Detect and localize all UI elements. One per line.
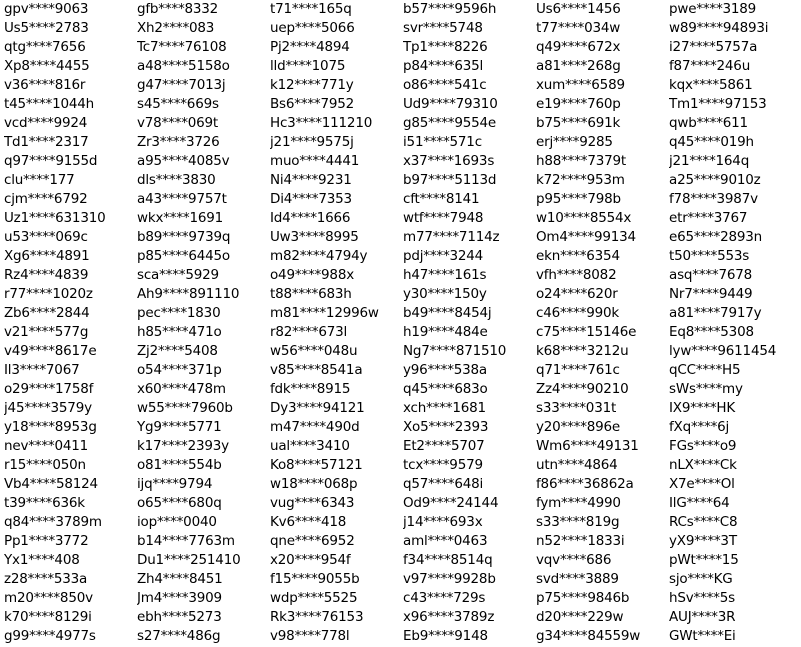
masked-id-entry: b49****8454j <box>403 305 492 321</box>
masked-id-entry: Xg6****4891 <box>4 248 90 264</box>
masked-id-entry: Rz4****4839 <box>4 267 89 283</box>
masked-id-entry: qne****6952 <box>270 533 355 549</box>
masked-id-entry: Zz4****90210 <box>536 381 629 397</box>
masked-id-entry: qtg****7656 <box>4 39 86 55</box>
masked-id-entry: c43****729s <box>403 590 486 606</box>
masked-id-entry: c46****990k <box>536 305 619 321</box>
masked-id-entry: wdp****5525 <box>270 590 358 606</box>
masked-id-entry: Ko8****57121 <box>270 457 363 473</box>
masked-id-entry: Tc7****76108 <box>137 39 227 55</box>
masked-id-entry: g34****84559w <box>536 628 641 644</box>
masked-id-entry: fXq****6j <box>669 419 730 435</box>
masked-id-entry: sjo****KG <box>669 571 733 587</box>
masked-id-entry: w18****068p <box>270 476 358 492</box>
masked-id-entry: clu****177 <box>4 172 75 188</box>
masked-id-entry: vqv****686 <box>536 552 612 568</box>
masked-id-entry: Pp1****3772 <box>4 533 89 549</box>
masked-id-entry: y18****8953g <box>4 419 97 435</box>
masked-id-entry: Pj2****4894 <box>270 39 350 55</box>
masked-id-entry: a81****7917y <box>669 305 762 321</box>
masked-id-entry: p84****635l <box>403 58 484 74</box>
masked-id-entry: erj****9285 <box>536 134 613 150</box>
masked-id-entry: fdk****8915 <box>270 381 351 397</box>
masked-id-entry: o49****988x <box>270 267 354 283</box>
masked-id-entry: Us6****1456 <box>536 1 621 17</box>
masked-id-entry: Kv6****418 <box>270 514 347 530</box>
masked-id-entry: xum****6589 <box>536 77 625 93</box>
masked-id-entry: pWt****15 <box>669 552 739 568</box>
masked-id-entry: m81****12996w <box>270 305 379 321</box>
masked-id-entry: pdj****3244 <box>403 248 484 264</box>
masked-id-entry: g99****4977s <box>4 628 96 644</box>
masked-id-entry: e19****760p <box>536 96 621 112</box>
masked-id-entry: o24****620r <box>536 286 618 302</box>
masked-id-entry: s33****031t <box>536 400 617 416</box>
masked-id-entry: Ud9****79310 <box>403 96 498 112</box>
masked-id-entry: i27****5757a <box>669 39 758 55</box>
masked-id-entry: vug****6343 <box>270 495 355 511</box>
masked-id-entry: Ni4****9231 <box>270 172 352 188</box>
masked-id-entry: sca****5929 <box>137 267 219 283</box>
masked-id-entry: sWs****my <box>669 381 743 397</box>
masked-id-entry: v21****577g <box>4 324 89 340</box>
masked-id-entry: Nr7****9449 <box>669 286 753 302</box>
masked-id-entry: Td1****2317 <box>4 134 89 150</box>
masked-id-entry: q57****648i <box>403 476 484 492</box>
masked-id-entry: Xo5****2393 <box>403 419 489 435</box>
masked-id-entry: ebh****5273 <box>137 609 222 625</box>
masked-id-entry: z28****533a <box>4 571 88 587</box>
masked-id-entry: k68****3212u <box>536 343 629 359</box>
masked-id-entry: kqx****5861 <box>669 77 753 93</box>
masked-id-entry: q45****019h <box>669 134 754 150</box>
masked-id-entry: Vb4****58124 <box>4 476 98 492</box>
masked-id-entry: b97****5113d <box>403 172 497 188</box>
masked-id-entry: Yx1****408 <box>4 552 80 568</box>
masked-id-entry: m47****490d <box>270 419 360 435</box>
masked-id-entry: w10****8554x <box>536 210 632 226</box>
masked-id-entry: m77****7114z <box>403 229 500 245</box>
masked-id-entry: g47****7013j <box>137 77 226 93</box>
masked-id-entry: x60****478m <box>137 381 226 397</box>
masked-id-entry: m82****4794y <box>270 248 368 264</box>
masked-id-entry: Zh4****8451 <box>137 571 223 587</box>
masked-id-entry: lyw****9611454 <box>669 343 777 359</box>
masked-id-entry: svr****5748 <box>403 20 483 36</box>
masked-id-entry: Xh2****083 <box>137 20 215 36</box>
masked-id-entry: r77****1020z <box>4 286 93 302</box>
masked-id-entry: Tp1****8226 <box>403 39 488 55</box>
masked-id-entry: tcx****9579 <box>403 457 483 473</box>
masked-id-entry: n52****1833i <box>536 533 625 549</box>
masked-id-entry: Rk3****76153 <box>270 609 364 625</box>
masked-id-entry: f15****9055b <box>270 571 360 587</box>
masked-id-entry: h88****7379t <box>536 153 626 169</box>
masked-id-entry: etr****3767 <box>669 210 748 226</box>
masked-id-entry: q71****761c <box>536 362 620 378</box>
masked-id-entry: qCC****H5 <box>669 362 741 378</box>
masked-id-entry: y20****896e <box>536 419 621 435</box>
masked-id-entry: w55****7960b <box>137 400 233 416</box>
masked-id-entry: t50****553s <box>669 248 750 264</box>
masked-id-entry: Yg9****5771 <box>137 419 222 435</box>
masked-id-entry: Zj2****5408 <box>137 343 218 359</box>
masked-id-entry: nev****0411 <box>4 438 89 454</box>
masked-id-entry: v85****8541a <box>270 362 363 378</box>
masked-id-entry: f86****36862a <box>536 476 634 492</box>
masked-id-entry: Il3****7067 <box>4 362 80 378</box>
masked-id-entry: q45****683o <box>403 381 488 397</box>
masked-id-entry: xch****1681 <box>403 400 486 416</box>
masked-id-entry: IX9****HK <box>669 400 736 416</box>
masked-id-entry: gpv****9063 <box>4 1 89 17</box>
masked-id-entry: y30****150y <box>403 286 487 302</box>
masked-id-entry: hSv****5s <box>669 590 735 606</box>
masked-id-entry: Tm1****97153 <box>669 96 767 112</box>
masked-id-entry: Hc3****111210 <box>270 115 373 131</box>
masked-id-entry: IlG****64 <box>669 495 730 511</box>
masked-id-entry: ekn****6354 <box>536 248 620 264</box>
masked-id-entry: wkx****1691 <box>137 210 224 226</box>
masked-id-entry: q84****3789m <box>4 514 102 530</box>
masked-id-entry: Uw3****8995 <box>270 229 359 245</box>
masked-id-entry: h47****161s <box>403 267 487 283</box>
masked-id-entry: j45****3579y <box>4 400 92 416</box>
masked-id-entry: a43****9757t <box>137 191 227 207</box>
masked-id-entry: r15****050n <box>4 457 86 473</box>
masked-id-entry: r82****673l <box>270 324 348 340</box>
masked-account-list <box>4 0 801 647</box>
masked-id-entry: b57****9596h <box>403 1 497 17</box>
masked-id-entry: iop****0040 <box>137 514 217 530</box>
masked-id-entry: w89****94893i <box>669 20 769 36</box>
masked-id-entry: Bs6****7952 <box>270 96 355 112</box>
masked-id-entry: Jm4****3909 <box>137 590 222 606</box>
masked-id-entry: ijq****9794 <box>137 476 213 492</box>
masked-id-entry: s45****669s <box>137 96 219 112</box>
masked-id-entry: s33****819g <box>536 514 620 530</box>
masked-id-entry: Dy3****94121 <box>270 400 365 416</box>
masked-id-entry: dls****3830 <box>137 172 216 188</box>
masked-id-entry: Xp8****4455 <box>4 58 90 74</box>
masked-id-entry: s27****486g <box>137 628 221 644</box>
masked-id-entry: nLX****Ck <box>669 457 737 473</box>
masked-id-entry: cft****8141 <box>403 191 480 207</box>
masked-id-entry: p75****9846b <box>536 590 630 606</box>
masked-id-entry: p85****6445o <box>137 248 230 264</box>
masked-id-entry: Ng7****871510 <box>403 343 507 359</box>
masked-id-entry: pec****1830 <box>137 305 221 321</box>
masked-id-entry: o86****541c <box>403 77 487 93</box>
masked-id-entry: Om4****99134 <box>536 229 636 245</box>
masked-id-entry: a95****4085v <box>137 153 230 169</box>
masked-id-entry: p95****798b <box>536 191 621 207</box>
masked-id-entry: o29****1758f <box>4 381 94 397</box>
masked-id-entry: lld****1075 <box>270 58 346 74</box>
masked-id-entry: h85****471o <box>137 324 222 340</box>
masked-id-entry: wtf****7948 <box>403 210 484 226</box>
masked-id-entry: t45****1044h <box>4 96 94 112</box>
masked-id-entry: X7e****Ol <box>669 476 735 492</box>
masked-id-entry: Id4****1666 <box>270 210 351 226</box>
masked-id-entry: o81****554b <box>137 457 222 473</box>
masked-id-entry: t39****636k <box>4 495 85 511</box>
masked-id-entry: h19****484e <box>403 324 488 340</box>
masked-id-entry: a25****9010z <box>669 172 761 188</box>
masked-id-entry: Eb9****9148 <box>403 628 488 644</box>
masked-id-entry: t88****683h <box>270 286 352 302</box>
masked-id-entry: j21****164q <box>669 153 750 169</box>
masked-id-entry: i51****571c <box>403 134 482 150</box>
masked-id-entry: fym****4990 <box>536 495 621 511</box>
masked-id-entry: Eq8****5308 <box>669 324 754 340</box>
masked-id-entry: w56****048u <box>270 343 358 359</box>
masked-id-entry: f34****8514q <box>403 552 493 568</box>
masked-id-entry: qwb****611 <box>669 115 748 131</box>
masked-id-entry: c75****15146e <box>536 324 637 340</box>
masked-id-entry: Ah9****891110 <box>137 286 240 302</box>
masked-id-entry: svd****3889 <box>536 571 619 587</box>
masked-id-entry: k12****771y <box>270 77 354 93</box>
masked-id-entry: t77****034w <box>536 20 621 36</box>
masked-id-entry: v98****778l <box>270 628 350 644</box>
masked-id-entry: RCs****C8 <box>669 514 738 530</box>
masked-id-entry: x96****3789z <box>403 609 495 625</box>
masked-id-entry: y96****538a <box>403 362 488 378</box>
masked-id-entry: Di4****7353 <box>270 191 352 207</box>
masked-id-entry: GWt****Ei <box>669 628 736 644</box>
masked-id-entry: k72****953m <box>536 172 625 188</box>
masked-id-entry: g85****9554e <box>403 115 497 131</box>
masked-id-entry: v36****816r <box>4 77 86 93</box>
masked-id-entry: Us5****2783 <box>4 20 89 36</box>
masked-id-entry: Et2****5707 <box>403 438 485 454</box>
masked-id-entry: uep****5066 <box>270 20 355 36</box>
masked-id-entry: aml****0463 <box>403 533 488 549</box>
masked-id-entry: x20****954f <box>270 552 351 568</box>
masked-id-entry: o54****371p <box>137 362 222 378</box>
masked-id-entry: asq****7678 <box>669 267 753 283</box>
masked-id-entry: vcd****9924 <box>4 115 88 131</box>
masked-id-entry: a81****268g <box>536 58 621 74</box>
masked-id-entry: j14****693x <box>403 514 483 530</box>
masked-id-entry: Zr3****3726 <box>137 134 220 150</box>
masked-id-entry: Zb6****2844 <box>4 305 90 321</box>
masked-id-entry: d20****229w <box>536 609 624 625</box>
masked-id-entry: o65****680q <box>137 495 222 511</box>
masked-id-entry: Uz1****631310 <box>4 210 106 226</box>
masked-id-entry: yX9****3T <box>669 533 737 549</box>
masked-id-entry: t71****165q <box>270 1 352 17</box>
masked-id-entry: a48****5158o <box>137 58 230 74</box>
masked-id-entry: Od9****24144 <box>403 495 499 511</box>
masked-id-entry: FGs****o9 <box>669 438 737 454</box>
masked-id-entry: cjm****6792 <box>4 191 88 207</box>
masked-id-entry: j21****9575j <box>270 134 354 150</box>
masked-id-entry: AUJ****3R <box>669 609 736 625</box>
masked-id-entry: f78****3987v <box>669 191 758 207</box>
masked-id-entry: k70****8129i <box>4 609 92 625</box>
masked-id-entry: Du1****251410 <box>137 552 241 568</box>
masked-id-entry: v49****8617e <box>4 343 97 359</box>
masked-id-entry: f87****246u <box>669 58 751 74</box>
masked-id-entry: utn****4864 <box>536 457 618 473</box>
masked-id-entry: pwe****3189 <box>669 1 757 17</box>
masked-id-entry: v97****9928b <box>403 571 496 587</box>
masked-id-entry: q97****9155d <box>4 153 98 169</box>
masked-id-entry: b75****691k <box>536 115 621 131</box>
masked-id-entry: b89****9739q <box>137 229 231 245</box>
masked-id-entry: e65****2893n <box>669 229 762 245</box>
masked-id-entry: q49****672x <box>536 39 621 55</box>
masked-id-entry: Wm6****49131 <box>536 438 639 454</box>
masked-id-entry: k17****2393y <box>137 438 229 454</box>
masked-id-entry: u53****069c <box>4 229 88 245</box>
masked-id-entry: gfb****8332 <box>137 1 219 17</box>
masked-id-entry: m20****850v <box>4 590 93 606</box>
masked-id-entry: ual****3410 <box>270 438 350 454</box>
masked-id-entry: vfh****8082 <box>536 267 617 283</box>
masked-id-entry: muo****4441 <box>270 153 360 169</box>
masked-id-entry: b14****7763m <box>137 533 235 549</box>
masked-id-entry: v78****069t <box>137 115 219 131</box>
masked-id-entry: x37****1693s <box>403 153 495 169</box>
